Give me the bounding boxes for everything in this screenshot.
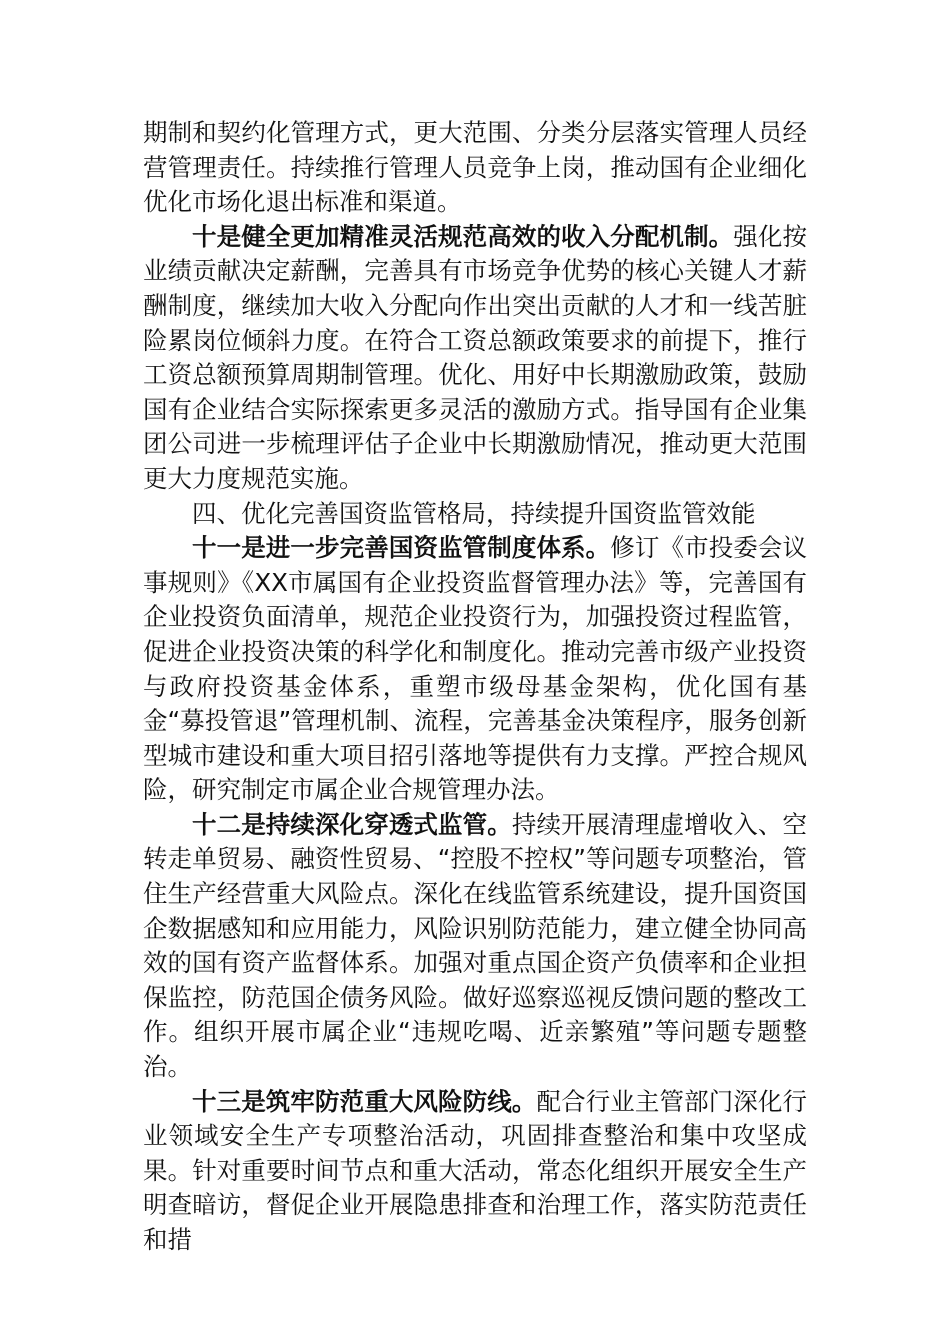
paragraph-lead: 十一是进一步完善国资监管制度体系。 [192, 533, 611, 563]
paragraph-text: 配合行业主管部门深化行业领域安全生产专项整治活动，巩固排查整治和集中攻坚成果。针对重要时间节点和重大活动，常态化组织开展安全生产明查暗访，督促企业开展隐患排查和治理工作，落实防范责任和措 [143, 1086, 808, 1254]
paragraph-lead: 十三是筑牢防范重大风险防线。 [192, 1086, 537, 1116]
paragraph-text: 持续开展清理虚增收入、空转走单贸易、融资性贸易、“控股不控权”等问题专项整治，管住生产经营重大风险点。深化在线监管系统建设，提升国资国企数据感知和应用能力，风险识别防范能力，建立健全协同高效的国有资产监督体系。加强对重点国企资产负债率和企业担保监控，防范国企债务风险。做好巡察巡视反馈问题的整改工作。组织开展市属企业“违规吃喝、近亲繁殖”等问题专题整治。 [143, 809, 808, 1082]
paragraph-text: 期制和契约化管理方式，更大范围、分类分层落实管理人员经营管理责任。持续推行管理人员竞争上岗，推动国有企业细化优化市场化退出标准和渠道。 [143, 118, 807, 217]
paragraph-item-13 [143, 1085, 807, 1258]
paragraph-text: 强化按业绩贡献决定薪酬，完善具有市场竞争优势的核心关键人才薪酬制度，继续加大收入分配向作出突出贡献的人才和一线苦脏险累岗位倾斜力度。在符合工资总额政策要求的前提下，推行工资总额预算周期制管理。优化、用好中长期激励政策，鼓励国有企业结合实际探索更多灵活的激励方式。指导国有企业集团公司进一步梳理评估子企业中长期激励情况，推动更大范围更大力度规范实施。 [143, 221, 808, 493]
paragraph-item-12 [143, 808, 807, 1085]
paragraph-lead: 十二是持续深化穿透式监管。 [192, 809, 512, 839]
section-heading [143, 497, 807, 532]
paragraph-item-10 [143, 220, 807, 497]
paragraph-item-11 [143, 531, 807, 808]
section-heading-text: 四、优化完善国资监管格局，持续提升国资监管效能 [192, 498, 756, 528]
paragraph-lead: 十是健全更加精准灵活规范高效的收入分配机制。 [192, 221, 734, 251]
paragraph-continuation [143, 116, 807, 220]
document-page [143, 116, 807, 1258]
paragraph-text: 修订《市投委会议事规则》《XX市属国有企业投资监督管理办法》等，完善国有企业投资负面清单，规范企业投资行为，加强投资过程监管，促进企业投资决策的科学化和制度化。推动完善市级产业投资与政府投资基金体系，重塑市级母基金架构，优化国有基金“募投管退”管理机制、流程，完善基金决策程序，服务创新型城市建设和重大项目招引落地等提供有力支撑。严控合规风险，研究制定市属企业合规管理办法。 [143, 533, 808, 805]
